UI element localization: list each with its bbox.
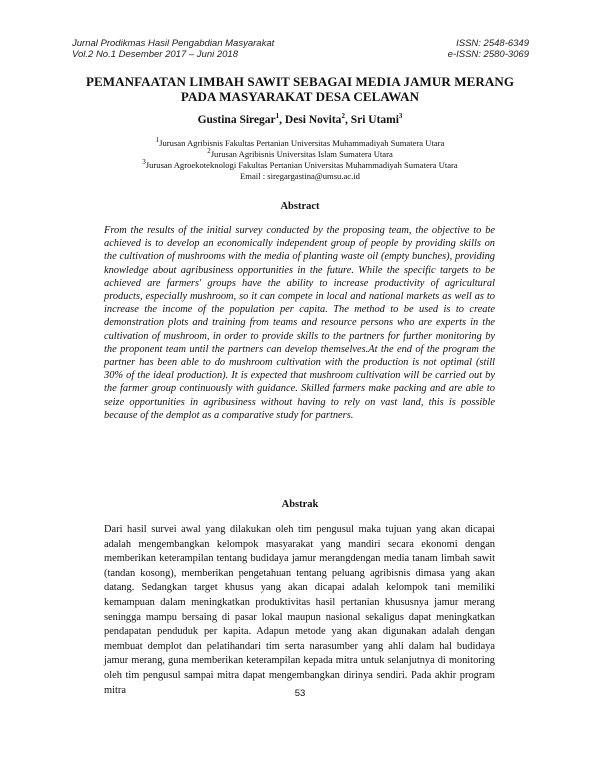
affiliation-line: $^2$Jurusan Agribisnis Universitas Islam Sumatera Utara — [207, 147, 393, 159]
journal-volume: Vol.2 No.1 Desember 2017 – Juni 2018 — [72, 49, 239, 60]
title-line-2: PADA MASYARAKAT DESA CELAWAN — [180, 89, 420, 104]
author-name: Desi Novita — [284, 114, 342, 126]
paper-title — [60, 74, 540, 104]
author-sup: 2 — [341, 112, 345, 121]
affiliations — [60, 138, 540, 182]
abstrak-body: Dari hasil survei awal yang dilakukan oleh tim pengusul maka tujuan yang akan dicapai adalah mengembangkan kelompok masyarakat yang mandiri secara ekonomi dengan memberikan keterampilan tentang budidaya jamur merangdengan media tanam limbah sawit (tandan kosong), memberikan pengetahuan tentang peluang agribisnis dimasa yang akan datang. Sedangkan target khusus yang akan dicapai adalah kelompok tani memiliki kemampuan dalam meningkatkan produktivitas hasil pertanian khususnya jamur merang seningga mampu bersaing di pasar lokal maupun nasional sekaligus dapat meningkatkan pendapatan penduduk per kapita. Adapun metode yang akan digunakan adalah dengan membuat demplot dan pelatihandari tim serta narasumber yang ahli dalam hal budidaya jamur merang, guna memberikan keterampilan kepada mitra untuk selanjutnya di monitoring oleh tim pengusul sampai mitra dapat mengembangkan dirinya sendiri. Pada akhir program mitra — [104, 524, 495, 696]
author-sup: 3 — [398, 112, 403, 121]
affiliation-line: $^3$Jurusan Agroekoteknologi Fakultas Pertanian Universitas Muhammadiyah Sumatera Utara — [142, 158, 458, 170]
issn: ISSN: 2548-6349 — [456, 38, 529, 49]
author-email: Email : siregargastina@umsu.ac.id — [240, 171, 360, 181]
abstract-body: From the results of the initial survey conducted by the proposing team, the objective to be achieved is to develop an economically independent group of people by providing skills on the cultivation of mushrooms with the media of planting waste oil (empty bunches), providing knowledge about agribusiness opportunities in the future. While the specific targets to be achieved are farmers' groups have the ability to increase productivity of agricultural products, especially mushroom, so it can compete in local and national markets as well as to increase the income of the population per capita. The method to be used is to create demonstration plots and training from teams and resource persons who are experts in the cultivation of mushroom, in order to provide skills to the partners for further monitoring by the proponent team until the partners can develop themselves.At the end of the program the partner has been able to do mushroom cultivation with the production is not optimal (still 30% of the ideal production). It is expected that mushroom cultivation will be carried out by the farmer group continuously with guidance. Skilled farmers make packing and are able to seize opportunities in agribusiness without having to rely on vast land, this is possible because of the demplot as a comparative study for partners. — [104, 225, 495, 421]
author-list: Gustina Siregar$^1$, Desi Novita$^2$, Sri Utami$^3$ — [197, 112, 403, 126]
author-name: Gustina Siregar — [197, 114, 276, 126]
author-sup: 1 — [275, 112, 280, 121]
affiliation-line: $^1$Jurusan Agribisnis Fakultas Pertanian Universitas Muhammadiyah Sumatera Utara — [155, 136, 445, 148]
issn-info — [448, 38, 529, 60]
journal-name: Jurnal Prodikmas Hasil Pengabdian Masyarakat — [72, 38, 275, 49]
page-number: 53 — [294, 688, 306, 699]
abstrak-heading: Abstrak — [281, 499, 319, 510]
author-name: Sri Utami — [350, 114, 399, 126]
journal-info — [72, 38, 274, 60]
eissn: e-ISSN: 2580-3069 — [447, 49, 529, 60]
title-line-1: PEMANFAATAN LIMBAH SAWIT SEBAGAI MEDIA JAMUR MERANG — [85, 74, 515, 89]
abstract-heading: Abstract — [280, 201, 320, 212]
